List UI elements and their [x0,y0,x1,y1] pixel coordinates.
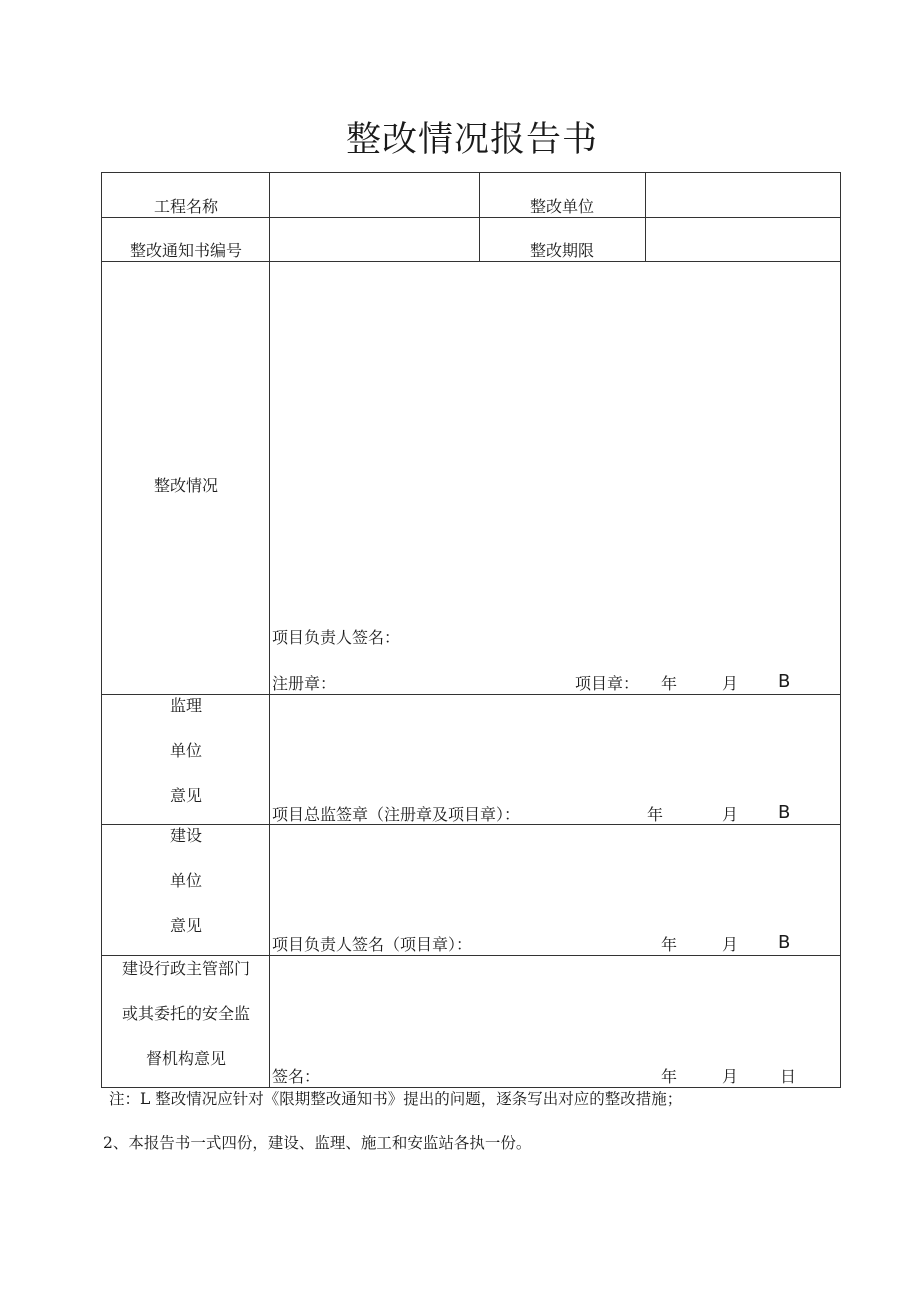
row-divider [102,261,840,262]
supervision-day: B [778,802,791,823]
supervision-label-line3: 意见 [169,786,202,805]
supervision-year: 年 [647,805,664,824]
authority-year: 年 [661,1067,678,1086]
deadline-label: 整改期限 [529,241,594,260]
construction-label-line2: 单位 [169,871,202,890]
construction-day: B [778,932,791,953]
column-divider [645,173,646,261]
supervision-label-line2: 单位 [169,741,202,760]
project-seal-label: 项目章： [575,674,640,693]
registered-seal-label: 注册章： [272,674,337,693]
authority-label-line3: 督机构意见 [145,1049,226,1068]
construction-month: 月 [722,935,739,954]
row-divider [102,694,840,695]
supervision-sign-label: 项目总监签章（注册章及项目章）： [272,805,521,824]
row-divider [102,955,840,956]
situation-label: 整改情况 [153,476,218,495]
situation-day: B [778,671,791,692]
project-name-label: 工程名称 [153,197,218,216]
report-form-table [101,172,841,1088]
row-divider [102,217,840,218]
authority-month: 月 [722,1067,739,1086]
construction-year: 年 [661,935,678,954]
supervision-month: 月 [722,805,739,824]
notice-number-label: 整改通知书编号 [129,241,242,260]
situation-signer-label: 项目负责人签名： [272,628,401,647]
authority-label-line1: 建设行政主管部门 [121,959,250,978]
supervision-label-line1: 监理 [169,696,202,715]
rectify-unit-label: 整改单位 [529,197,594,216]
authority-label-line2: 或其委托的安全监 [121,1004,250,1023]
situation-year: 年 [661,674,678,693]
authority-day: 日 [780,1067,797,1086]
note-line-2: 2、本报告书一式四份，建设、监理、施工和安监站各执一份。 [103,1134,532,1152]
situation-month: 月 [722,674,739,693]
construction-label-line3: 意见 [169,916,202,935]
column-divider [269,173,270,1087]
authority-sign-label: 签名： [272,1067,321,1086]
construction-sign-label: 项目负责人签名（项目章）： [272,935,473,954]
construction-label-line1: 建设 [169,826,202,845]
page-title: 整改情况报告书 [345,120,598,160]
note-line-1: 注：L 整改情况应针对《限期整改通知书》提出的问题，逐条写出对应的整改措施； [109,1090,683,1108]
